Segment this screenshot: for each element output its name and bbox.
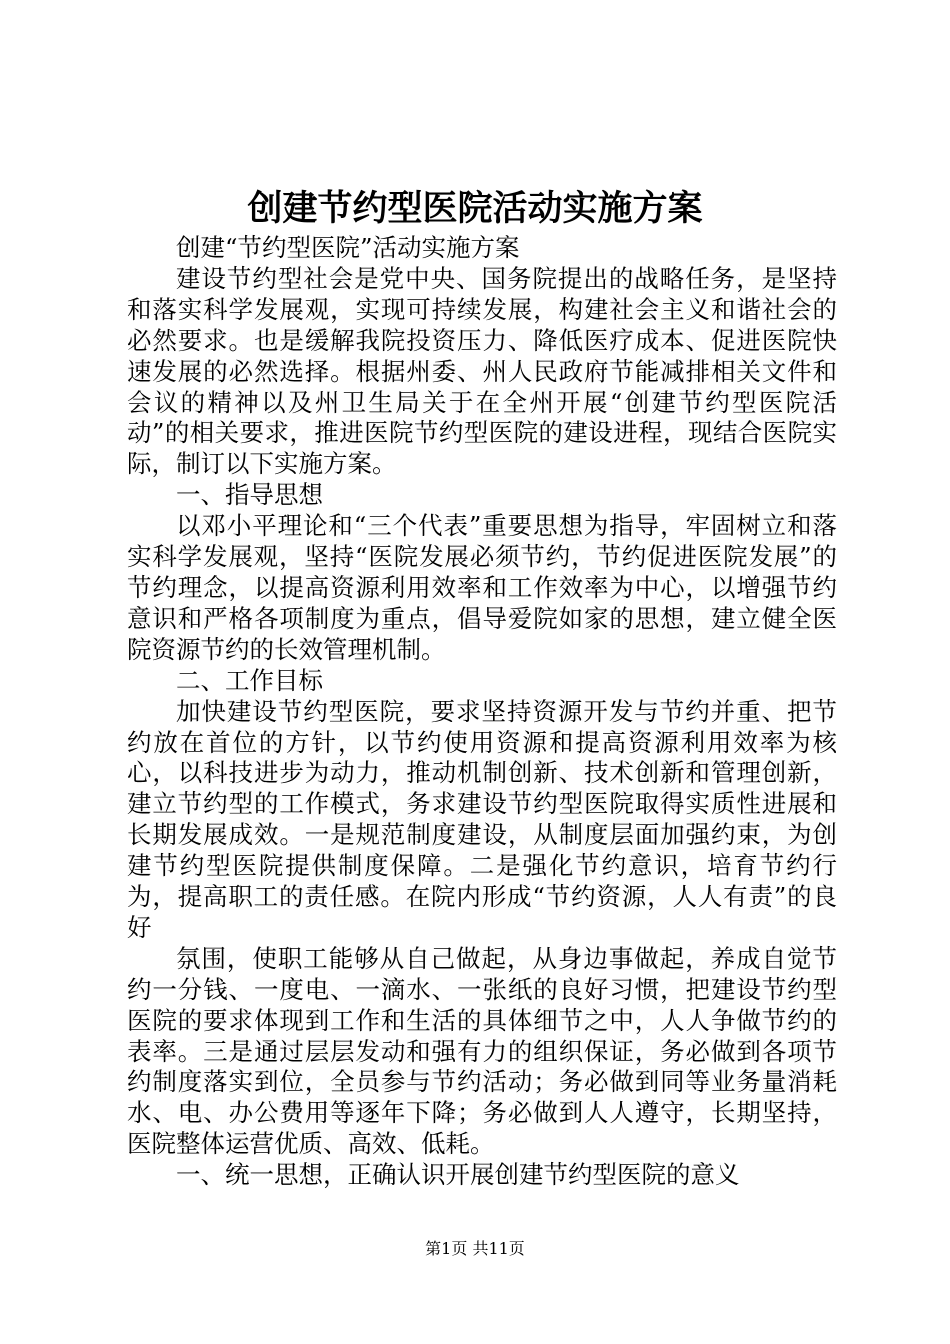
heading-work-goals: 二、工作目标 [176,665,323,695]
heading-unify-thinking: 一、统一思想，正确认识开展创建节约型医院的意义 [176,1160,740,1190]
document-title: 创建节约型医院活动实施方案 [247,188,703,229]
paragraph-work-goals-continued: 氛围，使职工能够从自己做起，从身边事做起，养成自觉节约一分钱、一度电、一滴水、一张纸的良好习惯，把建设节约型医院的要求体现到工作和生活的具体细节之中，人人争做节约的表率。三是通过层层发动和强有力的组织保证，务必做到各项节约制度落实到位，全员参与节约活动；务必做到同等业务量消耗水、电、办公费用等逐年下降；务必做到人人遵守，长期坚持，医院整体运营优质、高效、低耗。 [127,943,837,1159]
paragraph-guiding-ideology: 以邓小平理论和“三个代表”重要思想为指导，牢固树立和落实科学发展观，坚持“医院发展必须节约，节约促进医院发展”的节约理念，以提高资源利用效率和工作效率为中心，以增强节约意识和严格各项制度为重点，倡导爱院如家的思想，建立健全医院资源节约的长效管理机制。 [127,511,837,664]
paragraph-subtitle: 创建“节约型医院”活动实施方案 [176,233,520,262]
paragraph-intro: 建设节约型社会是党中央、国务院提出的战略任务，是坚持和落实科学发展观，实现可持续发展，构建社会主义和谐社会的必然要求。也是缓解我院投资压力、降低医疗成本、促进医院快速发展的必然选择。根据州委、州人民政府节能减排相关文件和会议的精神以及州卫生局关于在全州开展“创建节约型医院活动”的相关要求，推进医院节约型医院的建设进程，现结合医院实际，制订以下实施方案。 [127,263,837,479]
heading-guiding-ideology: 一、指导思想 [176,480,323,510]
paragraph-work-goals: 加快建设节约型医院，要求坚持资源开发与节约并重、把节约放在首位的方针，以节约使用资源和提高资源利用效率为核心，以科技进步为动力，推动机制创新、技术创新和管理创新，建立节约型的工作模式，务求建设节约型医院取得实质性进展和长期发展成效。一是规范制度建设，从制度层面加强约束，为创建节约型医院提供制度保障。二是强化节约意识，培育节约行为，提高职工的责任感。在院内形成“节约资源，人人有责”的良好 [127,696,837,942]
document-body [127,233,837,1191]
page-number-footer: 第1页 共11页 [425,1239,525,1258]
